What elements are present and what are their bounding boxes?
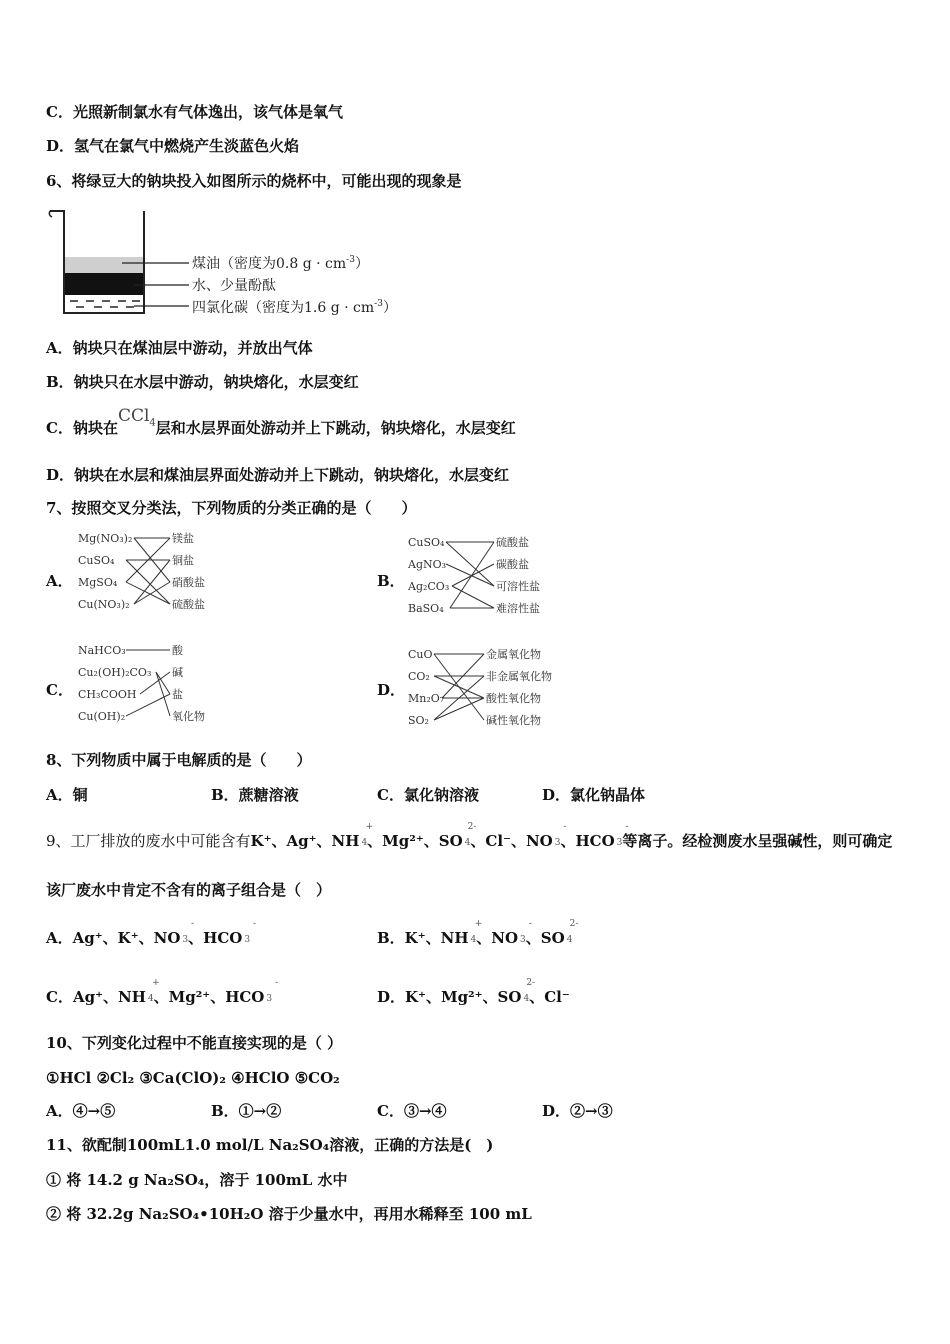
svg-text:难溶性盐: 难溶性盐 <box>496 602 540 615</box>
svg-text:SO₂: SO₂ <box>408 714 429 727</box>
q6-option-a: A．钠块只在煤油层中游动，并放出气体 <box>46 339 313 357</box>
svg-text:酸性氧化物: 酸性氧化物 <box>486 692 541 705</box>
svg-text:酸: 酸 <box>172 644 183 657</box>
svg-text:Cu₂(OH)₂CO₃: Cu₂(OH)₂CO₃ <box>78 666 152 679</box>
q7-option-b-label: B． <box>377 572 405 590</box>
q9-stem-line2: 该厂废水中肯定不含有的离子组合是（ ） <box>46 881 332 899</box>
svg-text:Mg(NO₃)₂: Mg(NO₃)₂ <box>78 532 133 545</box>
svg-text:CuO: CuO <box>408 648 433 661</box>
svg-text:硝酸盐: 硝酸盐 <box>172 576 205 589</box>
q5-option-d: D．氢气在氯气中燃烧产生淡蓝色火焰 <box>46 137 300 155</box>
water-layer <box>65 273 143 295</box>
svg-text:碱性氧化物: 碱性氧化物 <box>486 714 541 727</box>
q6-option-d: D．钠块在水层和煤油层界面处游动并上下跳动，钠块熔化，水层变红 <box>46 466 510 484</box>
svg-text:非金属氧化物: 非金属氧化物 <box>486 670 552 683</box>
q6-option-b: B．钠块只在水层中游动，钠块熔化，水层变红 <box>46 373 359 391</box>
q9-stem: 9、工厂排放的废水中可能含有K⁺、Ag⁺、NH + 4、Mg²⁺、SO 2- 4、Cl⁻、NO - 3、HCO - 3等离子。经检测废水呈强碱性，则可确定 <box>46 822 893 850</box>
svg-text:硫酸盐: 硫酸盐 <box>172 598 205 611</box>
q7-stem: 7、按照交叉分类法，下列物质的分类正确的是（ ） <box>46 499 417 517</box>
svg-text:CO₂: CO₂ <box>408 670 430 683</box>
svg-text:Cu(NO₃)₂: Cu(NO₃)₂ <box>78 598 130 611</box>
q7-option-a-label: A． <box>46 572 73 590</box>
fig-label-ccl4: 四氯化碳（密度为1.6 g · cm <box>192 300 375 316</box>
svg-text:Mn₂O₇: Mn₂O₇ <box>408 692 445 705</box>
q10-items: ①HCl ②Cl₂ ③Ca(ClO)₂ ④HClO ⑤CO₂ <box>46 1069 340 1087</box>
svg-text:碱: 碱 <box>172 666 183 679</box>
q7-option-d-diagram <box>406 644 586 732</box>
fig-label-kerosene: 煤油（密度为0.8 g · cm <box>192 256 347 272</box>
svg-text:MgSO₄: MgSO₄ <box>78 576 118 589</box>
svg-text:镁盐: 镁盐 <box>172 532 194 545</box>
kerosene-layer <box>65 257 143 273</box>
q11-item-1: ① 将 14.2 g Na₂SO₄，溶于 100mL 水中 <box>46 1171 348 1189</box>
svg-text:硫酸盐: 硫酸盐 <box>496 536 529 549</box>
q9-option-c: C．Ag⁺、NH + 4、Mg²⁺、HCO - 3 <box>46 978 279 1006</box>
svg-text:AgNO₃: AgNO₃ <box>408 558 447 571</box>
q5-option-c: C．光照新制氯水有气体逸出，该气体是氧气 <box>46 103 343 121</box>
svg-text:四氯化碳（密度为1.6 g · cm-3）: 四氯化碳（密度为1.6 $g \cdot cm^{-3}$） <box>192 299 397 316</box>
svg-text:可溶性盐: 可溶性盐 <box>496 580 540 593</box>
svg-text:Ag₂CO₃: Ag₂CO₃ <box>408 580 450 593</box>
q7-option-c-label: C． <box>46 681 73 699</box>
svg-text:盐: 盐 <box>172 688 183 701</box>
q6-option-c: C．钠块在CCl$_4$层和水层界面处游动并上下跳动，钠块熔化，水层变红 <box>46 406 516 437</box>
fig-label-water: 水、少量酚酞 <box>192 278 276 294</box>
q9-option-a: A．Ag⁺、K⁺、NO - 3、HCO - 3 <box>46 919 257 947</box>
ccl4-layer <box>70 301 140 307</box>
svg-text:CuSO₄: CuSO₄ <box>408 536 445 549</box>
q7-option-d-label: D． <box>377 681 406 699</box>
svg-text:碳酸盐: 碳酸盐 <box>496 558 529 571</box>
svg-text:Cu(OH)₂: Cu(OH)₂ <box>78 710 126 723</box>
q9-option-b: B．K⁺、NH + 4、NO - 3、SO 2- 4 <box>377 919 579 947</box>
q7-option-c-diagram <box>76 640 236 728</box>
q6-beaker-figure <box>44 205 444 330</box>
q10-option-c: C．③→④ <box>377 1102 447 1120</box>
q8-option-c: C．氯化钠溶液 <box>377 786 479 804</box>
svg-text:CuSO₄: CuSO₄ <box>78 554 115 567</box>
q6-stem: 6、将绿豆大的钠块投入如图所示的烧杯中，可能出现的现象是 <box>46 172 462 190</box>
svg-text:金属氧化物: 金属氧化物 <box>486 648 541 661</box>
q10-option-b: B．①→② <box>211 1102 282 1120</box>
q8-stem: 8、下列物质中属于电解质的是（ ） <box>46 751 312 769</box>
svg-text:NaHCO₃: NaHCO₃ <box>78 644 126 657</box>
svg-text:铜盐: 铜盐 <box>172 554 194 567</box>
q10-stem: 10、下列变化过程中不能直接实现的是（ ） <box>46 1034 343 1052</box>
q7-option-b-diagram <box>406 532 566 620</box>
q11-stem: 11、欲配制100mL1.0 mol/L Na₂SO₄溶液，正确的方法是( ) <box>46 1136 494 1154</box>
q7-option-a-diagram <box>76 528 236 616</box>
q8-option-b: B．蔗糖溶液 <box>211 786 299 804</box>
q8-option-d: D．氯化钠晶体 <box>542 786 646 804</box>
svg-text:BaSO₄: BaSO₄ <box>408 602 444 615</box>
q9-option-d: D．K⁺、Mg²⁺、SO 2- 4、Cl⁻ <box>377 978 570 1006</box>
svg-text:煤油（密度为0.8 g · cm-3）: 煤油（密度为0.8 $g \cdot cm^{-3}$） <box>192 255 369 272</box>
q11-item-2: ② 将 32.2g Na₂SO₄•10H₂O 溶于少量水中，再用水稀释至 100 mL <box>46 1205 532 1223</box>
q10-option-d: D．②→③ <box>542 1102 613 1120</box>
svg-text:CH₃COOH: CH₃COOH <box>78 688 137 701</box>
q10-option-a: A．④→⑤ <box>46 1102 116 1120</box>
q8-option-a: A．铜 <box>46 786 88 804</box>
svg-text:氧化物: 氧化物 <box>172 710 205 723</box>
